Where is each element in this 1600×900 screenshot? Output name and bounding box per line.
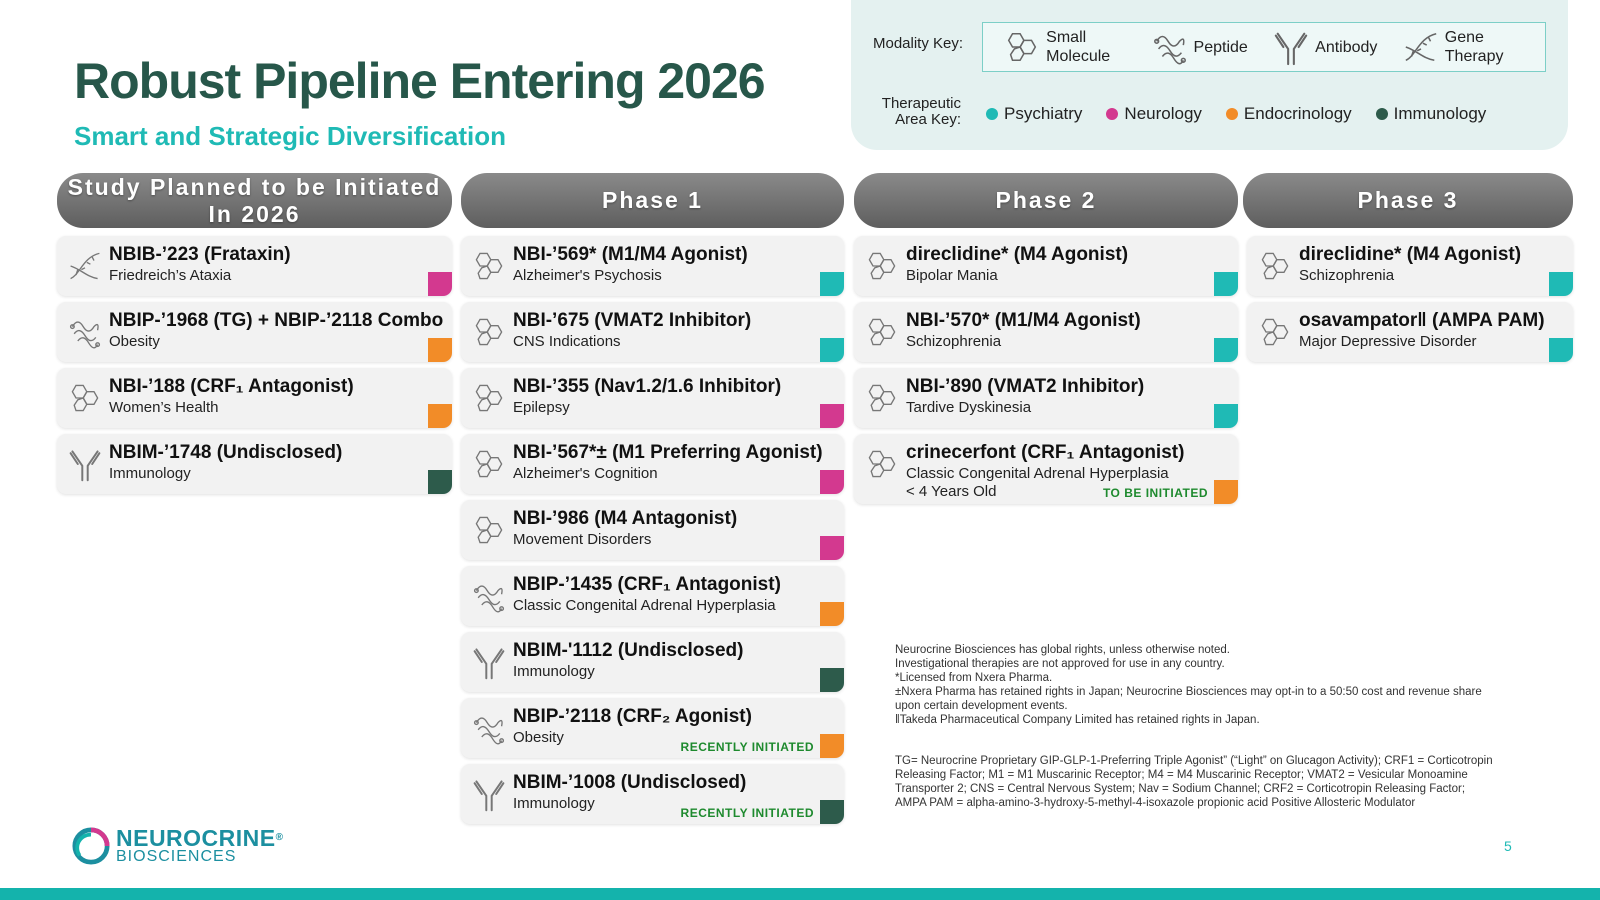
therapeutic-area-tag	[820, 800, 844, 824]
therapeutic-area-tag	[1214, 338, 1238, 362]
indication: Major Depressive Disorder	[1299, 333, 1477, 350]
pipeline-card	[854, 236, 1238, 296]
indication: Immunology	[513, 663, 595, 680]
neurology-dot-icon	[1106, 108, 1118, 120]
modality-antibody: Antibody	[1272, 28, 1377, 66]
indication: Tardive Dyskinesia	[906, 399, 1032, 416]
pipeline-card	[57, 434, 452, 494]
peptide-icon	[471, 710, 507, 746]
small-molecule-icon	[471, 380, 507, 416]
program-name: NBIP-’2118 (CRF₂ Agonist)	[513, 706, 752, 727]
modality-key-label: Modality Key:	[873, 35, 964, 52]
page-number: 5	[1504, 838, 1512, 854]
program-name: NBI-’355 (Nav1.2/1.6 Inhibitor)	[513, 376, 782, 397]
indication: Women’s Health	[109, 399, 219, 416]
therapeutic-area-tag	[428, 470, 452, 494]
program-name: NBI-’570* (M1/M4 Agonist)	[906, 310, 1141, 331]
program-name: direclidine* (M4 Agonist)	[1299, 244, 1522, 265]
program-name: NBI-’675 (VMAT2 Inhibitor)	[513, 310, 752, 331]
indication: Friedreich’s Ataxia	[109, 267, 232, 284]
indication: Schizophrenia	[906, 333, 1002, 350]
gene-therapy-icon	[67, 248, 103, 284]
therapeutic-area-tag	[820, 470, 844, 494]
pipeline-card	[854, 434, 1238, 504]
ta-neurology: Neurology	[1106, 104, 1202, 124]
pipeline-card	[461, 632, 844, 692]
therapeutic-area-tag	[1214, 480, 1238, 504]
therapeutic-area-tag	[1214, 272, 1238, 296]
pipeline-card	[1247, 302, 1573, 362]
antibody-icon	[67, 446, 103, 482]
antibody-icon	[1272, 28, 1310, 66]
indication: Movement Disorders	[513, 531, 652, 548]
therapeutic-area-tag	[820, 668, 844, 692]
indication: Immunology	[513, 795, 595, 812]
therapeutic-area-tag	[1549, 272, 1573, 296]
small-molecule-icon	[471, 446, 507, 482]
endocrinology-dot-icon	[1226, 108, 1238, 120]
small-molecule-icon	[864, 314, 900, 350]
therapeutic-area-tag	[820, 536, 844, 560]
column-header-phase-2: Phase 2	[854, 173, 1238, 228]
pipeline-card	[461, 698, 844, 758]
small-molecule-icon	[864, 446, 900, 482]
program-name: NBI-’567*± (M1 Preferring Agonist)	[513, 442, 823, 463]
program-name: NBI-’188 (CRF₁ Antagonist)	[109, 376, 354, 397]
indication: Alzheimer's Psychosis	[513, 267, 662, 284]
pipeline-card	[854, 302, 1238, 362]
peptide-icon	[67, 314, 103, 350]
pipeline-card	[854, 368, 1238, 428]
indication: Obesity	[513, 729, 564, 746]
ta-immunology: Immunology	[1376, 104, 1487, 124]
small-molecule-icon	[1003, 28, 1041, 66]
pipeline-card	[57, 236, 452, 296]
indication: Alzheimer's Cognition	[513, 465, 658, 482]
therapeutic-area-tag	[820, 272, 844, 296]
pipeline-card	[1247, 236, 1573, 296]
peptide-icon	[1151, 28, 1189, 66]
program-name: NBIM-'1112 (Undisclosed)	[513, 640, 744, 661]
program-name: osavampator‖ (AMPA PAM)	[1299, 310, 1545, 331]
indication: Epilepsy	[513, 399, 570, 416]
psychiatry-dot-icon	[986, 108, 998, 120]
modality-small-molecule: Small Molecule	[1003, 28, 1126, 66]
column-header-phase-1: Phase 1	[461, 173, 844, 228]
footer-bar	[0, 888, 1600, 900]
therapeutic-area-tag	[1214, 404, 1238, 428]
company-logo: NEUROCRINE® BIOSCIENCES	[72, 827, 284, 865]
status-label: TO BE INITIATED	[1102, 486, 1208, 500]
therapeutic-area-tag	[428, 272, 452, 296]
indication: CNS Indications	[513, 333, 621, 350]
therapeutic-area-tag	[820, 404, 844, 428]
immunology-dot-icon	[1376, 108, 1388, 120]
status-label: RECENTLY INITIATED	[680, 806, 814, 820]
indication: Schizophrenia	[1299, 267, 1395, 284]
ta-endocrinology: Endocrinology	[1226, 104, 1352, 124]
antibody-icon	[471, 644, 507, 680]
indication-detail: < 4 Years Old	[906, 483, 997, 500]
legend-box	[851, 0, 1568, 150]
modality-key	[982, 22, 1546, 72]
pipeline-card	[461, 500, 844, 560]
indication: Obesity	[109, 333, 160, 350]
small-molecule-icon	[864, 380, 900, 416]
status-label: RECENTLY INITIATED	[680, 740, 814, 754]
small-molecule-icon	[471, 248, 507, 284]
indication: Classic Congenital Adrenal Hyperplasia	[906, 465, 1169, 482]
small-molecule-icon	[67, 380, 103, 416]
program-name: direclidine* (M4 Agonist)	[906, 244, 1129, 265]
gene-therapy-icon	[1402, 28, 1440, 66]
therapeutic-key	[986, 104, 1486, 124]
small-molecule-icon	[1257, 248, 1293, 284]
program-name: NBIP-’1968 (TG) + NBIP-’2118 Combo	[109, 310, 444, 331]
page-subtitle: Smart and Strategic Diversification	[74, 121, 507, 151]
therapeutic-area-tag	[428, 338, 452, 362]
modality-gene-therapy: Gene Therapy	[1402, 28, 1525, 66]
small-molecule-icon	[471, 314, 507, 350]
therapeutic-key-label: Therapeutic Area Key:	[881, 95, 961, 128]
small-molecule-icon	[471, 512, 507, 548]
abbreviations: TG= Neurocrine Proprietary GIP-GLP-1-Preferring Triple Agonist” (“Light” on Glucagon Activity); CRF1 = Corticotropin Releasing Factor; M1 = M1 Muscarinic Receptor; M4 = M4 Muscarinic Receptor; VMAT2 = Vesicular Monoamine Transporter 2; CNS = Central Nervous System; Nav = Sodium Channel; CRF2 = Corticotropin Releasing Factor; AMPA PAM = alpha-amino-3-hydroxy-5-methyl-4-isoxazole propionic acid Positive Allosteric Modulator	[895, 755, 1493, 809]
footnotes: Neurocrine Biosciences has global rights, unless otherwise noted. Investigational therapies are not approved for use in any country. *Licensed from Nxera Pharma. ±Nxera Pharma has retained rights in Japan; Neurocrine Biosciences may opt-in to a 50:50 cost and revenue share upon certain development events. ‖Takeda Pharmaceutical Company Limited has retained rights in Japan.	[895, 644, 1482, 726]
pipeline-card	[461, 434, 844, 494]
column-header-planned: Study Planned to be Initiated In 2026	[57, 173, 452, 228]
program-name: NBI-’569* (M1/M4 Agonist)	[513, 244, 748, 265]
program-name: NBI-’986 (M4 Antagonist)	[513, 508, 738, 529]
pipeline-card	[461, 302, 844, 362]
small-molecule-icon	[1257, 314, 1293, 350]
pipeline-card	[461, 764, 844, 824]
indication: Bipolar Mania	[906, 267, 998, 284]
therapeutic-area-tag	[820, 734, 844, 758]
ta-psychiatry: Psychiatry	[986, 104, 1082, 124]
neurocrine-logo-icon	[72, 827, 110, 865]
therapeutic-area-tag	[820, 338, 844, 362]
antibody-icon	[471, 776, 507, 812]
modality-peptide: Peptide	[1151, 28, 1248, 66]
therapeutic-area-tag	[1549, 338, 1573, 362]
program-name: NBIM-’1008 (Undisclosed)	[513, 772, 747, 793]
small-molecule-icon	[864, 248, 900, 284]
therapeutic-area-tag	[428, 404, 452, 428]
therapeutic-area-tag	[820, 602, 844, 626]
pipeline-card	[461, 236, 844, 296]
program-name: crinecerfont (CRF₁ Antagonist)	[906, 442, 1185, 463]
indication: Immunology	[109, 465, 191, 482]
program-name: NBI-’890 (VMAT2 Inhibitor)	[906, 376, 1145, 397]
pipeline-card	[461, 368, 844, 428]
pipeline-card	[57, 368, 452, 428]
pipeline-card	[57, 302, 452, 362]
peptide-icon	[471, 578, 507, 614]
pipeline-card	[461, 566, 844, 626]
program-name: NBIB-’223 (Frataxin)	[109, 244, 291, 265]
column-header-phase-3: Phase 3	[1243, 173, 1573, 228]
program-name: NBIM-’1748 (Undisclosed)	[109, 442, 343, 463]
program-name: NBIP-’1435 (CRF₁ Antagonist)	[513, 574, 781, 595]
indication: Classic Congenital Adrenal Hyperplasia	[513, 597, 776, 614]
page-title: Robust Pipeline Entering 2026	[74, 53, 765, 109]
